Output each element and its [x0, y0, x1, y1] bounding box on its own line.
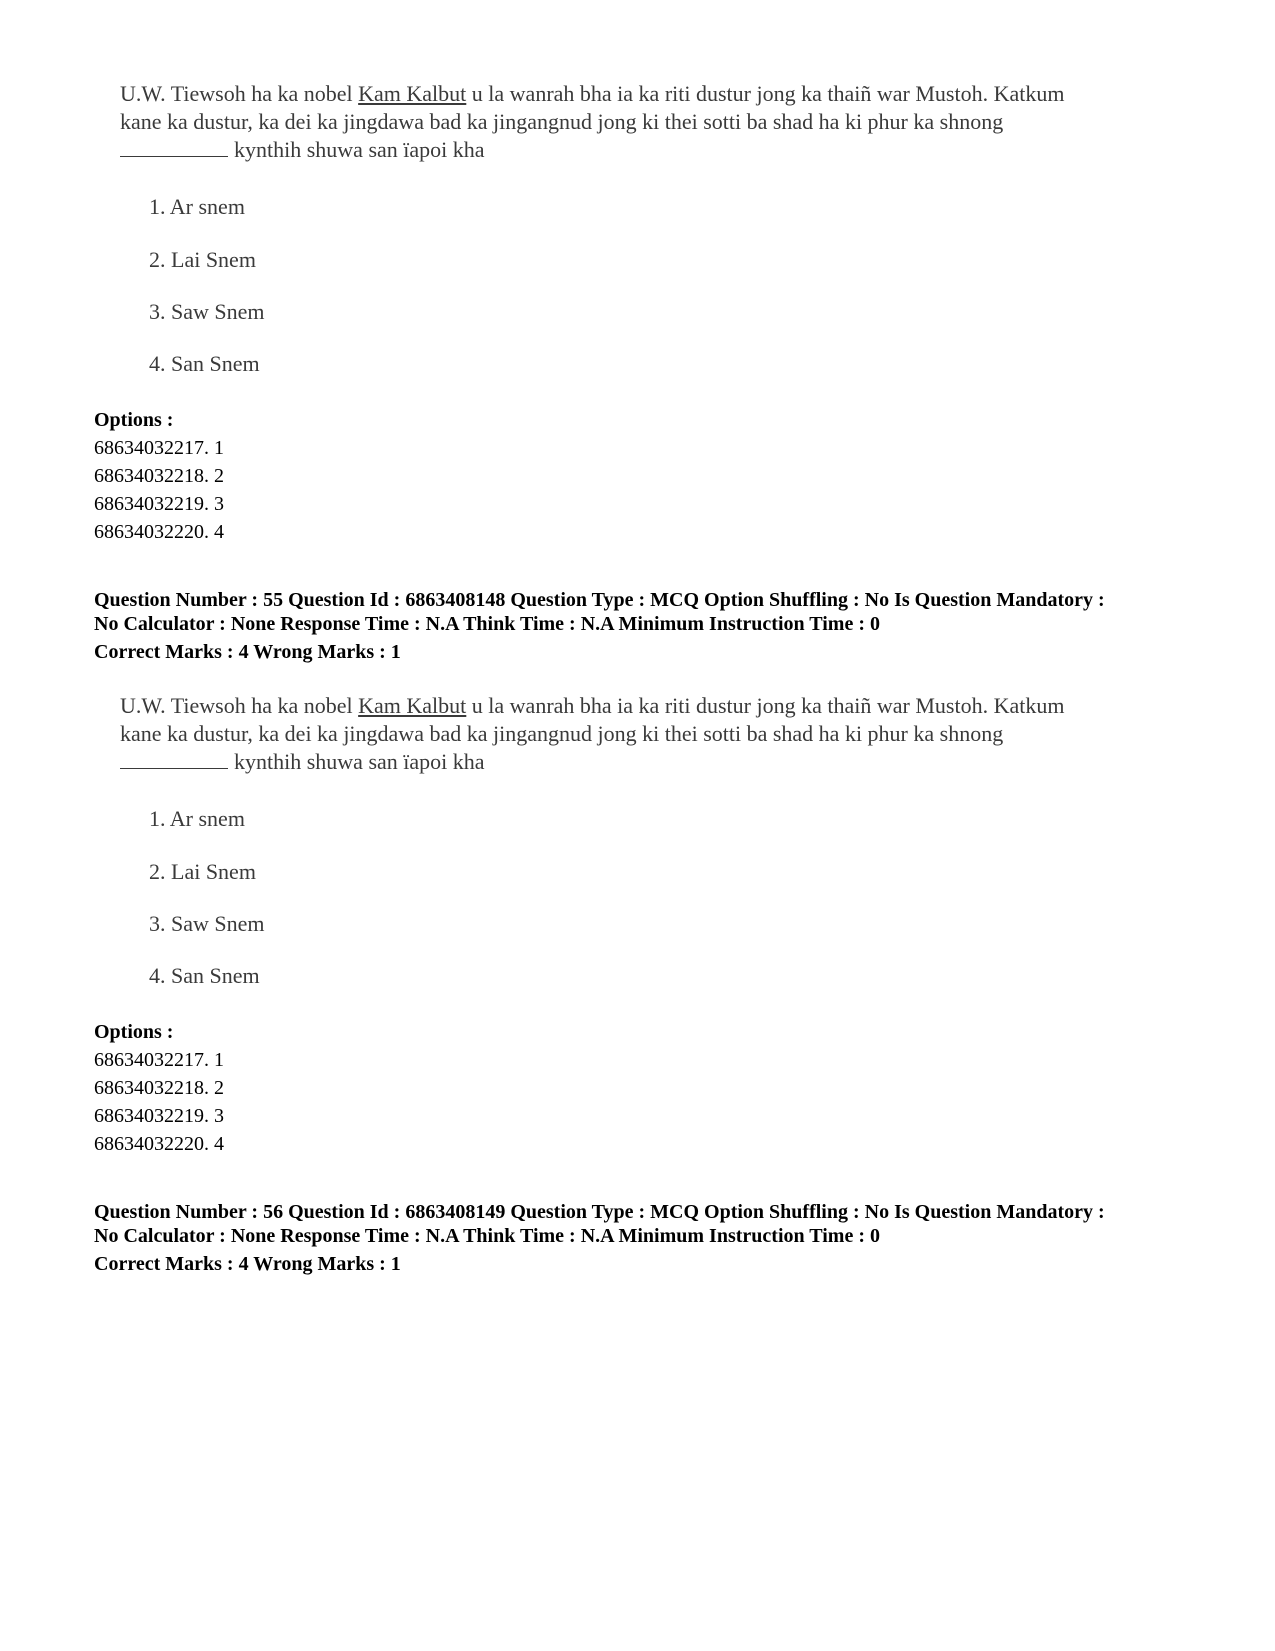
passage-line-3: kynthih shuwa san ïapoi kha	[120, 136, 1200, 164]
choice-4: 4. San Snem	[149, 963, 260, 988]
fill-blank	[120, 136, 228, 157]
option-4: 68634032220. 4	[94, 521, 224, 543]
question-56-marks: Correct Marks : 4 Wrong Marks : 1	[94, 1253, 401, 1275]
novel-title: Kam Kalbut	[358, 81, 467, 106]
options-label: Options :	[94, 409, 174, 431]
question-55-meta-line-2: No Calculator : None Response Time : N.A Think Time : N.A Minimum Instruction Time : 0	[94, 613, 880, 635]
option-2: 68634032218. 2	[94, 465, 224, 487]
fill-blank	[120, 748, 228, 769]
option-4: 68634032220. 4	[94, 1133, 224, 1155]
passage-text	[120, 80, 1200, 164]
question-55-marks: Correct Marks : 4 Wrong Marks : 1	[94, 641, 401, 663]
option-1: 68634032217. 1	[94, 437, 224, 459]
choice-3: 3. Saw Snem	[149, 299, 265, 324]
passage-line-2: kane ka dustur, ka dei ka jingdawa bad ka jingangnud jong ki thei sotti ba shad ha ki phur ka shnong	[120, 109, 1004, 134]
option-3: 68634032219. 3	[94, 1105, 224, 1127]
passage-line-2: kane ka dustur, ka dei ka jingdawa bad ka jingangnud jong ki thei sotti ba shad ha ki phur ka shnong	[120, 721, 1004, 746]
choice-3: 3. Saw Snem	[149, 911, 265, 936]
novel-title: Kam Kalbut	[358, 693, 467, 718]
choice-4: 4. San Snem	[149, 351, 260, 376]
choice-1: 1. Ar snem	[149, 194, 245, 219]
passage-line-1: U.W. Tiewsoh ha ka nobel Kam Kalbut u la wanrah bha ia ka riti dustur jong ka thaiñ war Mustoh. Katkum	[120, 693, 1065, 718]
option-2: 68634032218. 2	[94, 1077, 224, 1099]
option-1: 68634032217. 1	[94, 1049, 224, 1071]
passage-line-3: kynthih shuwa san ïapoi kha	[120, 748, 1200, 776]
question-56-meta-line-2: No Calculator : None Response Time : N.A Think Time : N.A Minimum Instruction Time : 0	[94, 1225, 880, 1247]
options-label: Options :	[94, 1021, 174, 1043]
passage-line-1: U.W. Tiewsoh ha ka nobel Kam Kalbut u la wanrah bha ia ka riti dustur jong ka thaiñ war Mustoh. Katkum	[120, 81, 1065, 106]
choice-2: 2. Lai Snem	[149, 247, 256, 272]
question-55-meta-line-1: Question Number : 55 Question Id : 6863408148 Question Type : MCQ Option Shuffling : No Is Question Mandatory :	[94, 589, 1105, 611]
passage-text	[120, 692, 1200, 776]
question-56-meta-line-1: Question Number : 56 Question Id : 6863408149 Question Type : MCQ Option Shuffling : No Is Question Mandatory :	[94, 1201, 1105, 1223]
option-3: 68634032219. 3	[94, 493, 224, 515]
choice-1: 1. Ar snem	[149, 806, 245, 831]
choice-2: 2. Lai Snem	[149, 859, 256, 884]
